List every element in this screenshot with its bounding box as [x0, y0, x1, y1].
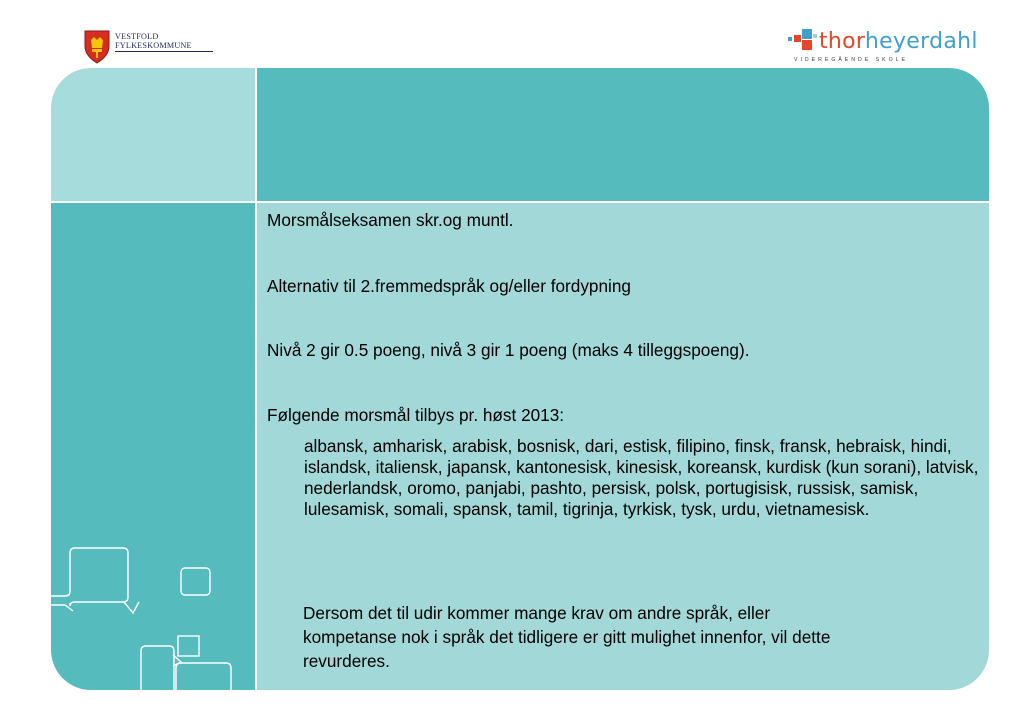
item-offered-languages: Følgende morsmål tilbys pr. høst 2013: — [267, 405, 565, 425]
thor-heyerdahl-wordmark — [819, 30, 978, 54]
vestfold-line1: VESTFOLD — [115, 32, 159, 41]
wordmark-thor: thor — [819, 29, 865, 54]
vestfold-shield-icon — [84, 30, 110, 64]
vestfold-line2: FYLKESKOMMUNE — [115, 41, 192, 50]
item-alternative: Alternativ til 2.fremmedspråk og/eller fordypning — [267, 276, 631, 296]
thor-heyerdahl-blocks-icon — [788, 26, 818, 54]
panel-top-left-cell — [51, 68, 255, 201]
thor-heyerdahl-logo — [788, 26, 978, 68]
language-list: albansk, amharisk, arabisk, bosnisk, dari, estisk, filipino, finsk, fransk, hebraisk, hindi, islandsk, italiensk, japansk, kantonesisk, kinesisk, koreansk, kurdisk (kun sorani), latvisk, nederlandsk, oromo, panjabi, pashto, persisk, polsk, portugisisk, russisk, samisk, lulesamisk, somali, spansk, tamil, tigrinja, tyrkisk, tysk, urdu, vietnamesisk. — [304, 436, 979, 519]
slide-panel — [51, 68, 989, 690]
closing-line: kompetanse nok i språk det tidligere er gitt mulighet innenfor, vil dette — [303, 627, 831, 647]
item-exam: Morsmålseksamen skr.og muntl. — [267, 210, 514, 230]
closing-line: Dersom det til udir kommer mange krav om andre språk, eller — [303, 603, 771, 623]
school-subtitle: VIDEREGÅENDE SKOLE — [794, 57, 908, 63]
item-levels: Nivå 2 gir 0.5 poeng, nivå 3 gir 1 poeng (maks 4 tilleggspoeng). — [267, 340, 750, 360]
closing-line: revurderes. — [303, 651, 390, 671]
wordmark-heyerdahl: heyerdahl — [864, 29, 978, 54]
closing-note — [303, 601, 993, 673]
vestfold-underline — [115, 51, 213, 52]
title-area — [257, 68, 989, 201]
speech-bubbles-decoration — [51, 203, 255, 690]
vestfold-wordmark — [115, 32, 192, 50]
vestfold-fylkeskommune-logo — [84, 28, 214, 68]
